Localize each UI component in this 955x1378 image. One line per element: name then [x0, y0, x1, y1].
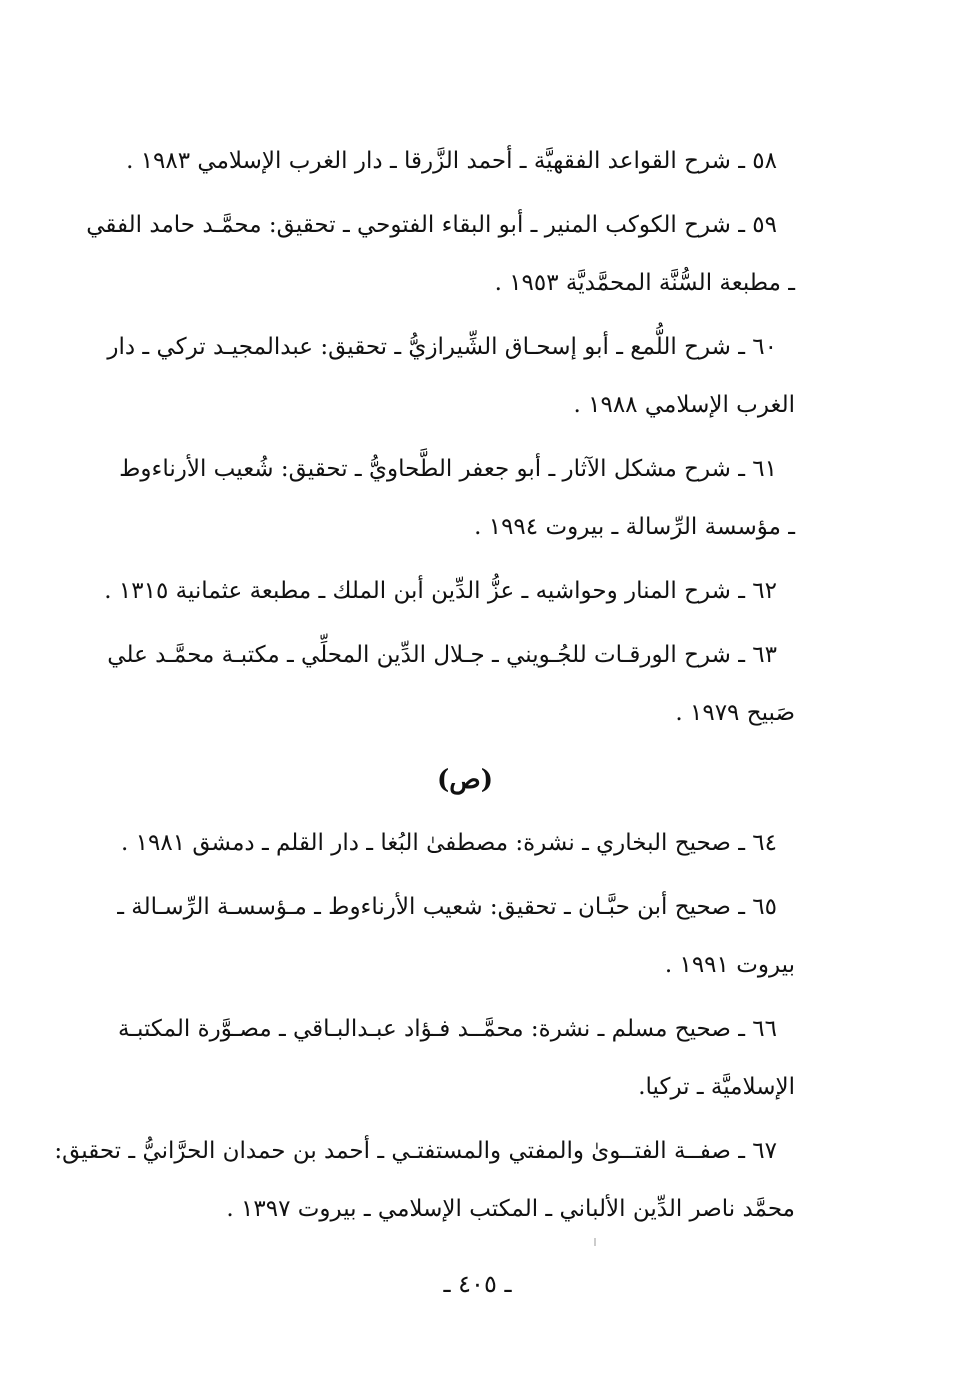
entry-line: ـ مطبعة السُّنَّة المحمَّديَّة ١٩٥٣ . — [494, 270, 795, 296]
entry-line: ٦٤ ـ صحيح البخاري ـ نشرة: مصطفىٰ البُغا ـ دار القلم ـ دمشق ١٩٨١ . — [121, 830, 777, 856]
entry-line: ٦٥ ـ صحيح أبن حبَّـان ـ تحقيق: شعيب الأرناءوط ـ مـؤسسـة الرِّسـالة ـ — [117, 894, 777, 920]
entry-line: ٦٧ ـ صفــة الفتــوىٰ والمفتي والمستفتـي ـ أحمد بن حمدان الحرَّانيُّ ـ تحقيق: — [54, 1138, 777, 1164]
entry-line: ٦٠ ـ شرح اللُّمع ـ أبو إسحـاق الشِّيرازيُّ ـ تحقيق: عبدالمجيـد تركي ـ دار — [107, 334, 777, 360]
page-number: ـ ٤٠٥ ـ — [443, 1270, 512, 1298]
entry-line: الإسلاميَّة ـ تركيا. — [638, 1074, 795, 1100]
entry-line: ٥٩ ـ شرح الكوكب المنير ـ أبو البقاء الفتوحي ـ تحقيق: محمَّـد حامد الفقي — [86, 212, 777, 238]
entry-line: ٦٣ ـ شرح الورقـات للجُـويني ـ جـلال الدِّين المحلِّي ـ مكتبـة محمَّـد علي — [107, 642, 777, 668]
entry-line: ـ مؤسسة الرِّسالة ـ بيروت ١٩٩٤ . — [474, 514, 795, 540]
entry-line: بيروت ١٩٩١ . — [664, 952, 795, 978]
bibliography-entry — [119, 440, 795, 556]
bibliography-entry — [104, 562, 795, 620]
entry-line: ٦٢ ـ شرح المنار وحواشيه ـ عزُّ الدِّين أبن الملك ـ مطبعة عثمانية ١٣١٥ . — [104, 578, 777, 604]
entry-line: محمَّد ناصر الدِّين الألباني ـ المكتب الإسلامي ـ بيروت ١٣٩٧ . — [226, 1196, 795, 1222]
scan-speck — [594, 1238, 596, 1246]
entry-line: الغرب الإسلامي ١٩٨٨ . — [573, 392, 795, 418]
entry-line: ٦١ ـ شرح مشكل الآثار ـ أبو جعفر الطَّحاويُّ ـ تحقيق: شُعيب الأرناءوط — [119, 456, 777, 482]
bibliography-entry — [107, 318, 795, 434]
bibliography-entry — [86, 196, 795, 312]
entry-line: صَبيح ١٩٧٩ . — [675, 700, 795, 726]
bibliography-entry — [126, 132, 795, 190]
section-heading: (ص) — [436, 765, 494, 795]
bibliography-list — [54, 132, 795, 1244]
bibliography-entry — [117, 1000, 795, 1116]
bibliography-entry — [121, 814, 795, 872]
bibliography-entry — [117, 878, 795, 994]
entry-line: ٥٨ ـ شرح القواعد الفقهيَّة ـ أحمد الزَّرقا ـ دار الغرب الإسلامي ١٩٨٣ . — [126, 148, 777, 174]
entry-line: ٦٦ ـ صحيح مسلم ـ نشرة: محمَّــد فـؤاد عبـدالبـاقي ـ مصـوَّرة المكتبـة — [117, 1016, 777, 1042]
bibliography-entry — [107, 626, 795, 742]
bibliography-entry — [54, 1122, 795, 1238]
